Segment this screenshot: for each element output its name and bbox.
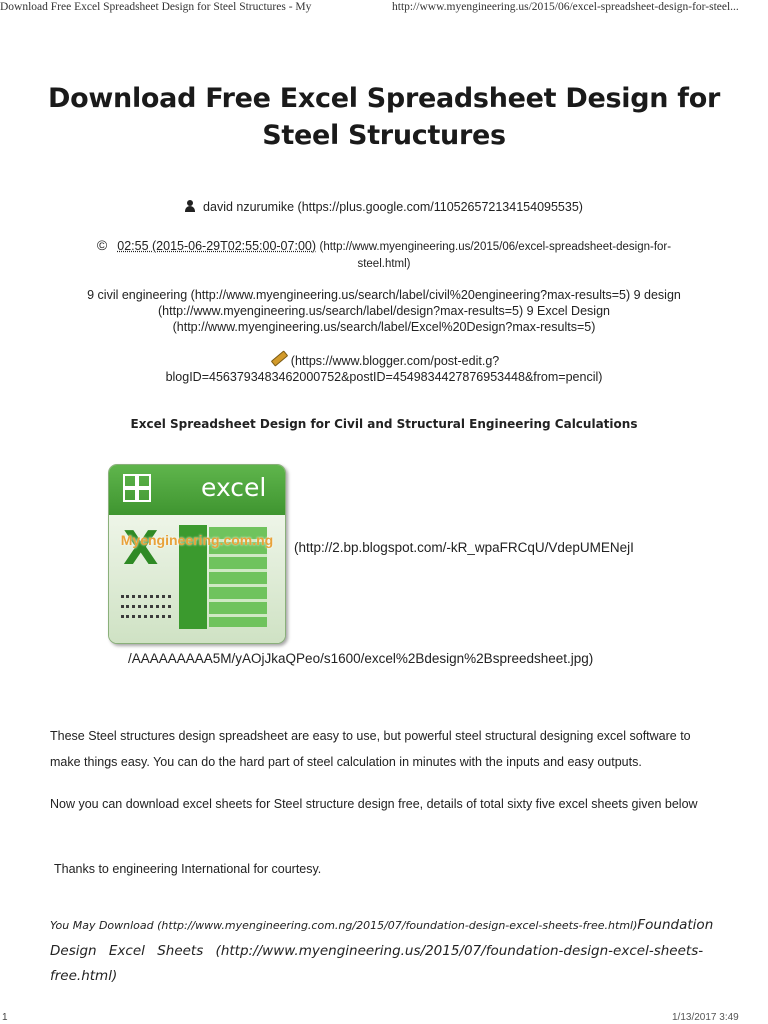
download-note (50, 912, 720, 988)
logo-word: excel (201, 473, 267, 502)
excel-logo-image[interactable] (108, 464, 286, 644)
author-link[interactable]: david nzurumike (https://plus.google.com/110526572134154095535) (203, 200, 583, 214)
person-icon (185, 200, 195, 212)
grid-icon (123, 474, 153, 504)
print-header (0, 0, 768, 18)
edit-line (60, 350, 708, 385)
pencil-icon[interactable] (269, 350, 287, 364)
post-time-link[interactable]: 02:55 (2015-06-29T02:55:00-07:00) (117, 239, 317, 253)
paragraph-thanks: Thanks to engineering International for courtesy. (54, 862, 322, 876)
excel-x-icon: X (123, 521, 159, 575)
page-title: Download Free Excel Spreadsheet Design for Steel Structures (48, 83, 720, 151)
date-line (84, 237, 684, 272)
copyright-clock-icon: © (96, 237, 108, 253)
logo-header-bar (109, 465, 285, 515)
logo-watermark: Myengineering.com.ng (120, 532, 274, 548)
post-permalink[interactable]: (http://www.myengineering.us/2015/06/excel-spreadsheet-design-for-steel.html) (319, 241, 672, 270)
author-line (40, 199, 728, 215)
download-link-small[interactable]: You May Download (http://www.myengineering.com.ng/2015/07/foundation-design-excel-sheets-free.html) (50, 919, 638, 932)
section-heading: Excel Spreadsheet Design for Civil and Structural Engineering Calculations (130, 417, 638, 431)
image-url-part1[interactable]: (http://2.bp.blogspot.com/-kR_wpaFRCqU/VdepUMENejI (294, 540, 634, 555)
paragraph-intro: These Steel structures design spreadsheet are easy to use, but powerful steel structural designing excel software to make things easy. You can do the hard part of steel calculation in minutes with the inputs and easy outputs. (50, 729, 691, 769)
edit-post-link[interactable]: (https://www.blogger.com/post-edit.g?blogID=4563793483462000752&postID=4549834427876953448&from=pencil) (165, 354, 603, 384)
image-url-part2[interactable]: /AAAAAAAAA5M/yAOjJkaQPeo/s1600/excel%2Bdesign%2Bspreedsheet.jpg) (128, 651, 594, 666)
print-header-title: Download Free Excel Spreadsheet Design for Steel Structures - My (0, 1, 312, 13)
print-header-url: http://www.myengineering.us/2015/06/excel-spreadsheet-design-for-steel... (392, 1, 739, 13)
download-link-foundation[interactable]: Foundation Design Excel Sheets (http://www.myengineering.us/2015/07/foundation-design-excel-sheets-free.html) (50, 917, 714, 984)
paragraph-download: Now you can download excel sheets for Steel structure design free, details of total sixty five excel sheets given below (50, 797, 698, 811)
print-date: 1/13/2017 3:49 (672, 1012, 739, 1023)
page-number: 1 (2, 1012, 8, 1023)
labels-line[interactable]: 9 civil engineering (http://www.myengineering.us/search/label/civil%20engineering?max-results=5) 9 design (http://www.myengineering.us/search/label/design?max-results=5) 9 Excel Design (http://www.myengineering.us/search/label/Excel%20Design?max-results=5) (87, 288, 681, 334)
